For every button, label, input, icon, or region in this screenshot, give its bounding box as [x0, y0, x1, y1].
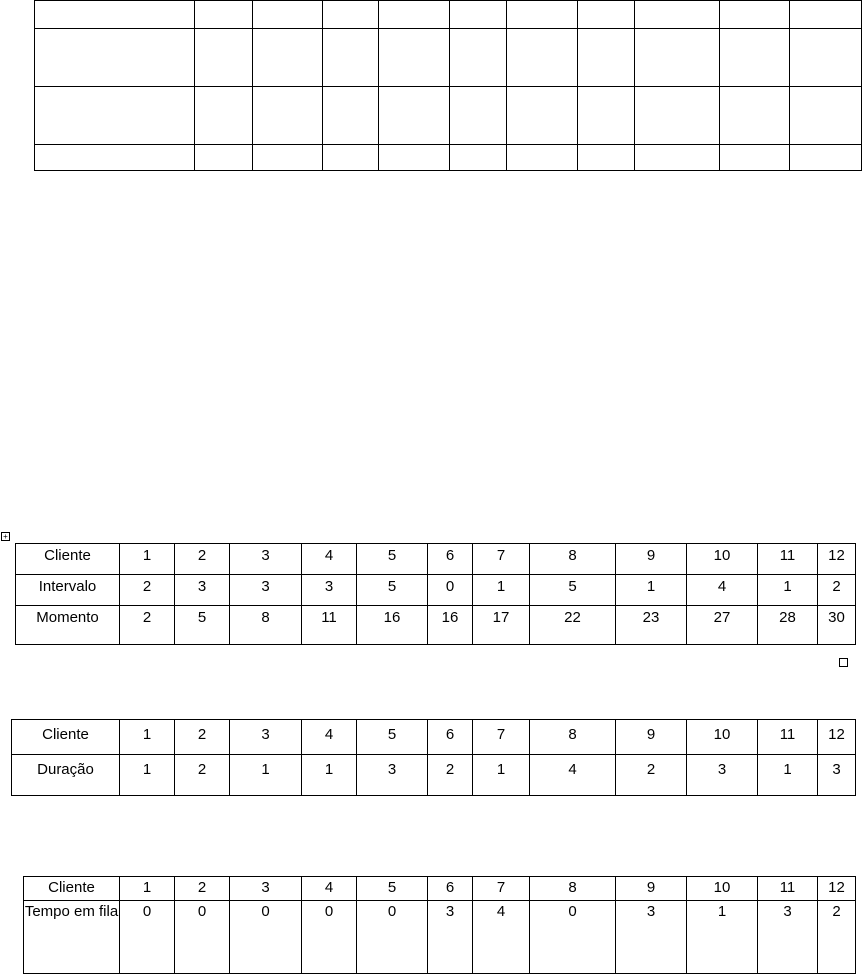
table-cell: 30 [818, 606, 856, 645]
table-cell: 3 [818, 755, 856, 796]
table-row [35, 145, 862, 171]
table-cell: 8 [230, 606, 302, 645]
table-cell: 11 [758, 720, 818, 755]
table-row [16, 544, 856, 575]
row-label: Duração [12, 755, 120, 796]
row-label: Tempo em fila [24, 901, 120, 974]
table-cell: 4 [473, 901, 530, 974]
table-cell: 2 [818, 575, 856, 606]
table-cell: 11 [758, 544, 818, 575]
table-cell: 1 [120, 755, 175, 796]
table-cell: 22 [530, 606, 616, 645]
table-cell: 1 [616, 575, 687, 606]
table-row [16, 575, 856, 606]
table-cell: 10 [687, 720, 758, 755]
table-cell: 2 [175, 720, 230, 755]
row-label: Cliente [24, 877, 120, 901]
table-cell: 0 [175, 901, 230, 974]
table-cell: 3 [230, 575, 302, 606]
table-cell: 3 [428, 901, 473, 974]
table-cell: 5 [357, 544, 428, 575]
table-cell: 1 [302, 755, 357, 796]
table-cell: 0 [230, 901, 302, 974]
table-cell: 23 [616, 606, 687, 645]
table-cell: 7 [473, 877, 530, 901]
table-cell: 12 [818, 877, 856, 901]
table-cell: 8 [530, 720, 616, 755]
table-cell: 1 [120, 720, 175, 755]
table-cell: 3 [230, 544, 302, 575]
duration-table [11, 719, 856, 796]
table-cell: 9 [616, 720, 687, 755]
queue-time-table [23, 876, 856, 974]
table-row [35, 87, 862, 145]
table-cell: 1 [758, 575, 818, 606]
table-cell: 1 [473, 755, 530, 796]
table-cell: 1 [120, 544, 175, 575]
table-cell: 17 [473, 606, 530, 645]
table-cell: 3 [175, 575, 230, 606]
table-cell: 3 [758, 901, 818, 974]
table-row [12, 720, 856, 755]
table-cell: 10 [687, 544, 758, 575]
table-cell: 6 [428, 544, 473, 575]
row-label: Cliente [12, 720, 120, 755]
empty-table [34, 0, 862, 171]
move-handle-icon[interactable]: + [1, 532, 10, 541]
table-cell: 2 [175, 877, 230, 901]
table-cell: 16 [357, 606, 428, 645]
table-cell: 1 [758, 755, 818, 796]
table-cell: 11 [302, 606, 357, 645]
table-cell: 16 [428, 606, 473, 645]
table-cell: 6 [428, 877, 473, 901]
table-cell: 2 [120, 606, 175, 645]
table-cell: 7 [473, 544, 530, 575]
table-cell: 5 [530, 575, 616, 606]
table-cell: 1 [230, 755, 302, 796]
table-cell: 8 [530, 544, 616, 575]
table-cell: 11 [758, 877, 818, 901]
table-cell: 0 [530, 901, 616, 974]
table-cell: 2 [175, 755, 230, 796]
table-cell: 3 [230, 877, 302, 901]
table-cell: 10 [687, 877, 758, 901]
table-cell: 4 [302, 877, 357, 901]
table-cell: 9 [616, 544, 687, 575]
table-cell: 0 [120, 901, 175, 974]
arrival-table [15, 543, 856, 645]
table-cell: 2 [616, 755, 687, 796]
table-row [35, 1, 862, 29]
row-label: Momento [16, 606, 120, 645]
resize-handle-icon[interactable] [839, 658, 848, 667]
table-cell: 0 [357, 901, 428, 974]
table-cell: 3 [302, 575, 357, 606]
table-cell: 5 [175, 606, 230, 645]
table-cell: 1 [473, 575, 530, 606]
table-cell: 2 [428, 755, 473, 796]
table-cell: 28 [758, 606, 818, 645]
table-cell: 0 [428, 575, 473, 606]
table-cell: 1 [120, 877, 175, 901]
table-row [16, 606, 856, 645]
table-row [24, 877, 856, 901]
table-cell: 3 [687, 755, 758, 796]
table-cell: 3 [230, 720, 302, 755]
table-row [24, 901, 856, 974]
table-cell: 3 [357, 755, 428, 796]
table-cell: 12 [818, 544, 856, 575]
table-cell: 6 [428, 720, 473, 755]
table-cell: 12 [818, 720, 856, 755]
table-cell: 27 [687, 606, 758, 645]
table-cell: 5 [357, 575, 428, 606]
table-row [12, 755, 856, 796]
row-label: Cliente [16, 544, 120, 575]
table-cell: 2 [175, 544, 230, 575]
row-label: Intervalo [16, 575, 120, 606]
table-cell: 8 [530, 877, 616, 901]
table-cell: 4 [530, 755, 616, 796]
table-cell: 2 [120, 575, 175, 606]
table-cell: 7 [473, 720, 530, 755]
table-cell: 0 [302, 901, 357, 974]
table-cell: 2 [818, 901, 856, 974]
table-cell: 4 [302, 544, 357, 575]
table-cell: 5 [357, 720, 428, 755]
table-cell: 9 [616, 877, 687, 901]
table-cell: 4 [302, 720, 357, 755]
table-cell: 4 [687, 575, 758, 606]
table-cell: 5 [357, 877, 428, 901]
table-cell: 3 [616, 901, 687, 974]
table-row [35, 29, 862, 87]
table-cell: 1 [687, 901, 758, 974]
